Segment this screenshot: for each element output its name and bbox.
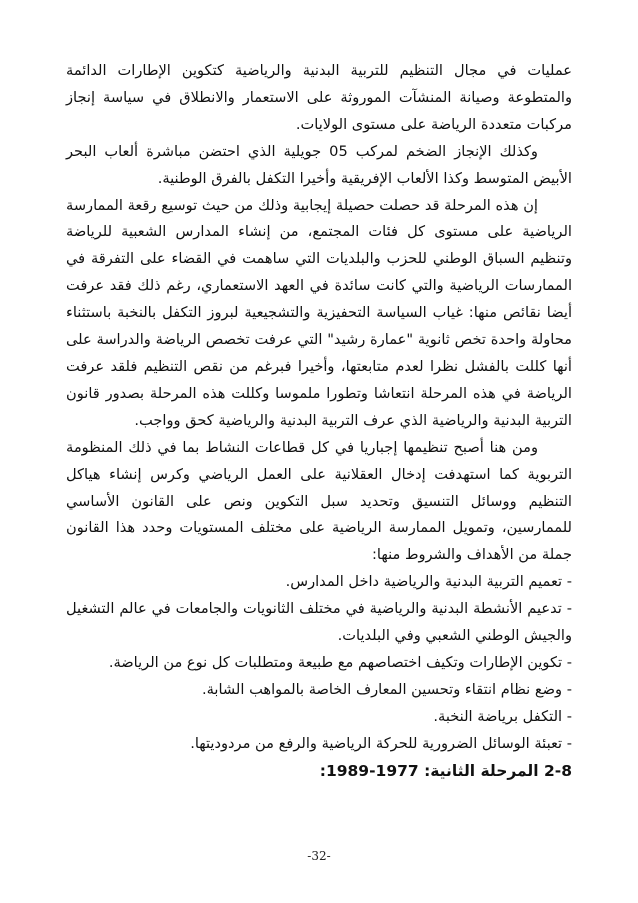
section-title: المرحلة الثانية: <box>424 761 539 780</box>
section-number: 2-8 <box>543 761 572 780</box>
list-item: - التكفل برياضة النخبة. <box>433 707 572 725</box>
list-item: - تكوين الإطارات وتكيف اختصاصهم مع طبيعة ومتطلبات كل نوع من الرياضة. <box>108 653 572 671</box>
section-years: 1977-1989: <box>319 761 419 780</box>
goals-list <box>66 569 572 757</box>
paragraph-4: ومن هنا أصبح تنظيمها إجباريا في كل قطاعات النشاط بما في ذلك المنظومة التربوية كما استهدفت إدخال العقلانية على العمل الرياضي وكرس إنشاء هياكل التنظيم ووسائل التنسيق وتحديد سبل التكوين ونص على القانون الأساسي للممارسين، وتمويل الممارسة الرياضية على مختلف المستويات وحدد هذا القانون جملة من الأهداف والشروط منها: <box>66 438 572 564</box>
paragraph-1: عمليات في مجال التنظيم للتربية البدنية والرياضية كتكوين الإطارات الدائمة والمتطوعة وصيانة المنشآت الموروثة على الاستعمار والانطلاق في سياسة إنجاز مركبات متعددة الرياضة على مستوى الولايات. <box>66 62 572 133</box>
list-item: - تعبئة الوسائل الضرورية للحركة الرياضية والرفع من مردوديتها. <box>190 734 572 752</box>
paragraph-3: إن هذه المرحلة قد حصلت حصيلة إيجابية وذلك من حيث توسيع رقعة الممارسة الرياضية على مستوى كل فئات المجتمع، من إنشاء المدارس الشعبية للرياضة وتنظيم السباق الوطني للحزب والبلديات التي ساهمت في القضاء على التفرقة في الممارسات الرياضية والتي كانت سائدة في العهد الاستعماري، رغم ذلك فقد عرفت أيضا نقائص منها: غياب السياسة التحفيزية والتشجيعية لبروز التكفل بالنخبة باستثناء محاولة واحدة تخص ثانوية "عمارة رشيد" التي عرفت تخصص الرياضة والدراسة على أنها كللت بالفشل نظرا لعدم متابعتها، وأخيرا فبرغم من نقص التنظيم فلقد عرفت الرياضة في هذه المرحلة انتعاشا وتطورا ملموسا وكللت هذه المرحلة بصدور قانون التربية البدنية والرياضية الذي عرف التربية البدنية والرياضية كحق وواجب. <box>66 196 572 429</box>
paragraph-2: وكذلك الإنجاز الضخم لمركب 05 جويلية الذي احتضن مباشرة ألعاب البحر الأبيض المتوسط وكذا الألعاب الإفريقية وأخيرا التكفل بالفرق الوطنية. <box>66 142 572 187</box>
section-heading <box>66 758 572 785</box>
document-body <box>66 58 572 784</box>
list-item: - تعميم التربية البدنية والرياضية داخل المدارس. <box>285 573 572 591</box>
page-number: -32- <box>307 849 331 863</box>
list-item: - وضع نظام انتقاء وتحسين المعارف الخاصة بالمواهب الشابة. <box>201 680 572 698</box>
list-item: - تدعيم الأنشطة البدنية والرياضية في مختلف الثانويات والجامعات في عالم التشغيل والجيش الوطني الشعبي وفي البلديات. <box>66 600 572 645</box>
